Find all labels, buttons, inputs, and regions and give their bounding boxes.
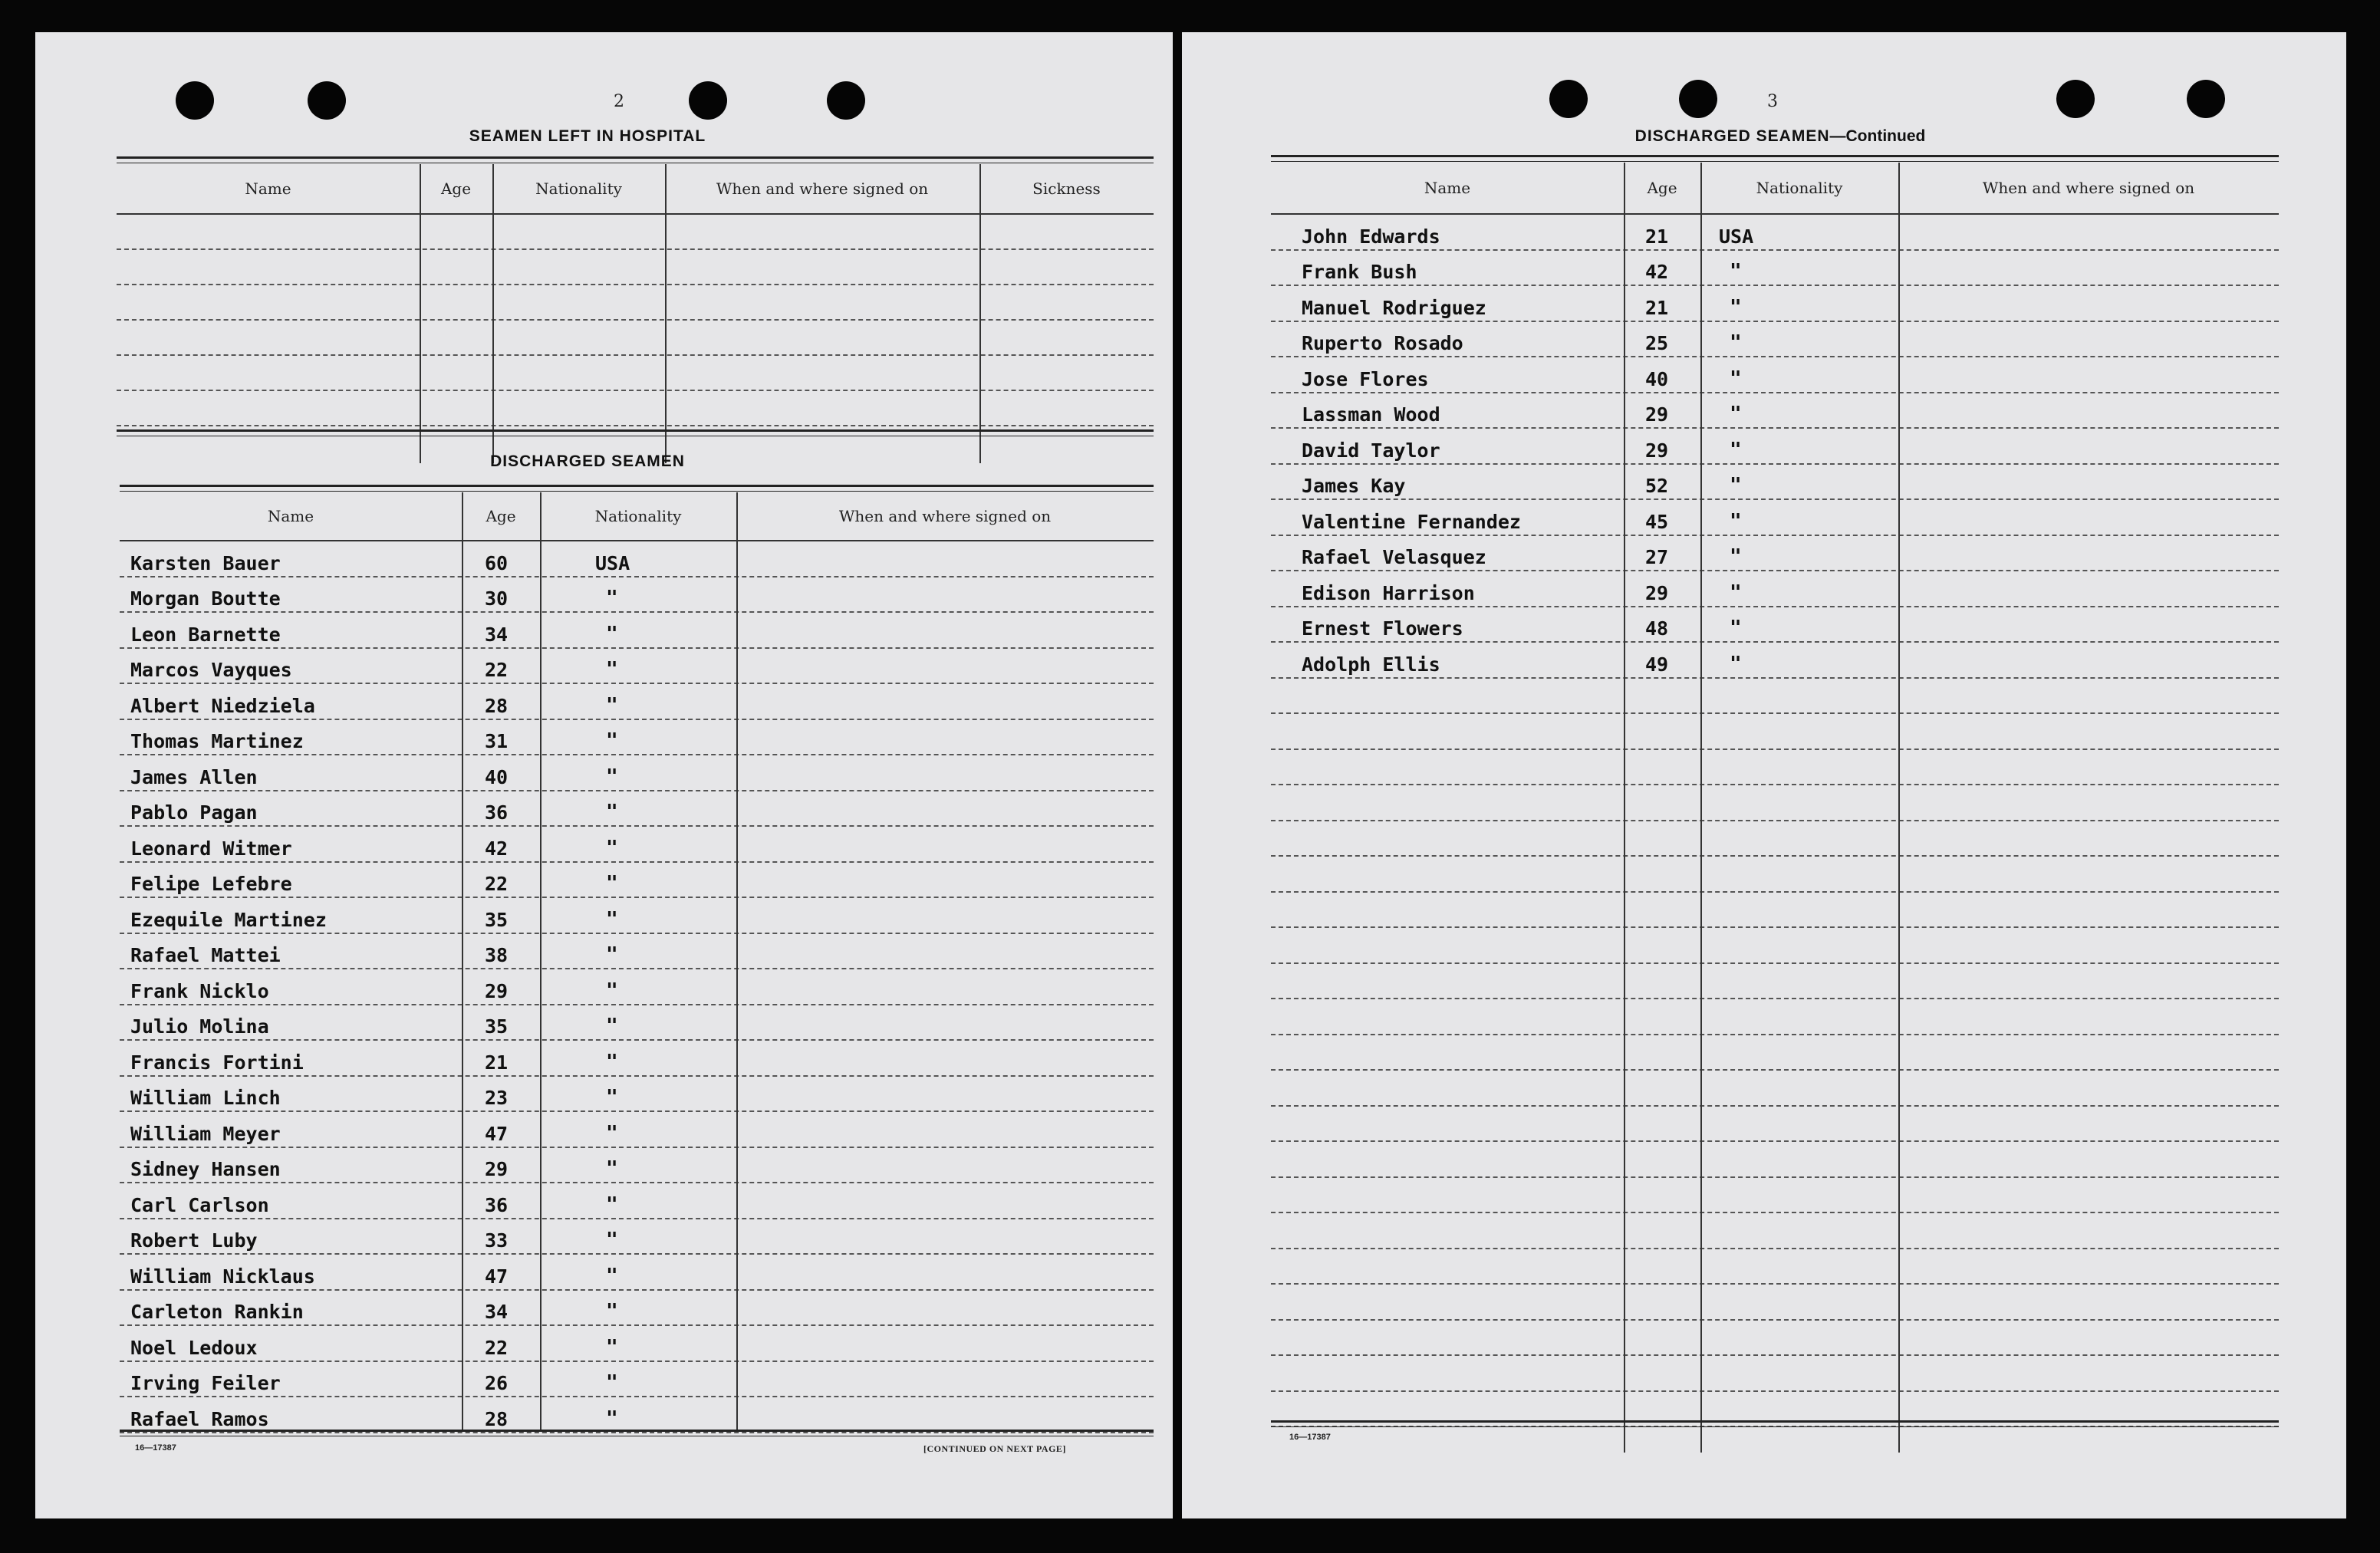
seaman-name: Karsten Bauer — [130, 551, 281, 574]
seaman-name: Albert Niedziela — [130, 694, 315, 717]
binder-hole — [827, 81, 865, 120]
hospital-title: SEAMEN LEFT IN HOSPITAL — [469, 127, 706, 145]
seaman-name: Leonard Witmer — [130, 837, 292, 860]
table-row — [120, 1324, 1154, 1362]
page-number: 2 — [614, 92, 624, 111]
table-row — [1271, 1069, 2279, 1107]
seaman-age: 35 — [485, 1015, 509, 1038]
seaman-nationality: " — [606, 1157, 618, 1180]
table-row — [1271, 677, 2279, 715]
seaman-age: 30 — [485, 587, 509, 610]
top-rule — [117, 156, 1154, 159]
seaman-age: 26 — [485, 1372, 509, 1394]
seaman-age: 27 — [1645, 546, 1669, 568]
table-row — [120, 611, 1154, 649]
seaman-nationality: " — [1730, 295, 1742, 319]
table-row — [120, 647, 1154, 685]
seaman-age: 28 — [485, 694, 509, 717]
header-name: Name — [245, 179, 291, 198]
table-row — [1271, 570, 2279, 607]
seaman-name: Ezequile Martinez — [130, 908, 327, 931]
seaman-nationality: " — [1730, 652, 1742, 676]
binder-hole — [1549, 80, 1588, 118]
table-row — [1271, 712, 2279, 750]
table-row — [120, 1004, 1154, 1041]
table-row — [120, 825, 1154, 863]
seaman-age: 49 — [1645, 653, 1669, 676]
header-sickness: Sickness — [1032, 179, 1101, 198]
seaman-nationality: " — [1730, 367, 1742, 390]
table-row — [117, 319, 1154, 356]
discharged-header-row — [120, 492, 1154, 541]
seaman-age: 42 — [485, 837, 509, 860]
bottom-rule — [1271, 1420, 2279, 1423]
seaman-nationality: " — [606, 1193, 618, 1216]
table-row — [1271, 641, 2279, 679]
table-row — [120, 1289, 1154, 1327]
table-row — [1271, 1212, 2279, 1249]
seaman-nationality: " — [606, 907, 618, 931]
seaman-age: 23 — [485, 1087, 509, 1109]
discharged-top-rule-thin — [120, 491, 1154, 492]
binder-hole — [176, 81, 214, 120]
table-row — [1271, 998, 2279, 1035]
page-number: 3 — [1767, 92, 1778, 111]
seaman-name: Morgan Boutte — [130, 587, 281, 610]
seaman-name: Rafael Mattei — [130, 944, 281, 966]
seaman-age: 22 — [485, 1336, 509, 1359]
seaman-name: Pablo Pagan — [130, 801, 258, 824]
column-divider — [540, 492, 542, 1430]
seaman-age: 25 — [1645, 332, 1669, 354]
column-divider — [665, 164, 667, 463]
hospital-header-row — [117, 164, 1154, 215]
top-rule — [1271, 155, 2279, 157]
seaman-age: 21 — [1645, 225, 1669, 248]
table-row — [1271, 1034, 2279, 1071]
seaman-name: Valentine Fernandez — [1302, 510, 1521, 533]
seaman-age: 22 — [485, 659, 509, 681]
table-row — [1271, 213, 2279, 251]
top-rule-thin — [1271, 161, 2279, 162]
seaman-nationality: " — [606, 872, 618, 895]
seaman-nationality: " — [606, 1015, 618, 1038]
seaman-name: Noel Ledoux — [130, 1336, 258, 1359]
seaman-name: Thomas Martinez — [130, 730, 304, 752]
column-divider — [979, 164, 981, 463]
table-row — [120, 861, 1154, 899]
seaman-age: 47 — [485, 1265, 509, 1288]
seaman-nationality: USA — [1719, 225, 1754, 248]
form-number: 16—17387 — [1289, 1433, 1331, 1442]
header-when-where: When and where signed on — [1982, 179, 2195, 197]
seaman-nationality: " — [606, 943, 618, 966]
seaman-age: 29 — [1645, 439, 1669, 462]
seaman-nationality: USA — [595, 551, 630, 574]
seaman-nationality: " — [606, 587, 618, 610]
table-row — [120, 1218, 1154, 1255]
seaman-name: Carl Carlson — [130, 1193, 269, 1216]
seaman-age: 21 — [485, 1051, 509, 1074]
table-row — [1271, 962, 2279, 1000]
column-divider — [1624, 163, 1625, 1453]
title-continued: —Continued — [1829, 127, 1926, 145]
table-row — [117, 354, 1154, 391]
seaman-nationality: " — [606, 1229, 618, 1252]
seaman-nationality: " — [1730, 438, 1742, 462]
seaman-nationality: " — [606, 693, 618, 717]
seaman-name: Adolph Ellis — [1302, 653, 1440, 676]
table-row — [120, 1253, 1154, 1291]
seaman-nationality: " — [606, 622, 618, 646]
seaman-age: 48 — [1645, 617, 1669, 640]
discharged-table — [120, 492, 1154, 1430]
title-main: DISCHARGED SEAMEN — [1634, 127, 1830, 145]
seaman-age: 34 — [485, 1301, 509, 1323]
seaman-name: Leon Barnette — [130, 623, 281, 646]
column-divider — [492, 164, 494, 463]
binder-hole — [2056, 80, 2095, 118]
seaman-age: 22 — [485, 873, 509, 895]
seaman-nationality: " — [606, 1335, 618, 1359]
table-row — [117, 390, 1154, 426]
seaman-name: Robert Luby — [130, 1229, 258, 1252]
header-name: Name — [267, 507, 314, 525]
table-row — [120, 1182, 1154, 1219]
seaman-age: 29 — [1645, 403, 1669, 426]
header-age: Age — [486, 507, 516, 525]
seaman-name: William Linch — [130, 1087, 281, 1109]
table-row — [1271, 1354, 2279, 1392]
table-row — [120, 719, 1154, 756]
seaman-name: Julio Molina — [130, 1015, 269, 1038]
table-row — [1271, 1105, 2279, 1143]
seaman-nationality: " — [606, 979, 618, 1002]
header-nationality: Nationality — [535, 179, 622, 198]
table-row — [1271, 321, 2279, 358]
column-divider — [1700, 163, 1702, 1453]
seaman-nationality: " — [1730, 260, 1742, 283]
seaman-age: 29 — [485, 979, 509, 1002]
seaman-name: Felipe Lefebre — [130, 873, 292, 895]
seaman-name: Ruperto Rosado — [1302, 332, 1463, 354]
table-row — [1271, 1176, 2279, 1214]
seaman-age: 29 — [1645, 581, 1669, 604]
discharged-bottom-rule — [120, 1430, 1154, 1432]
seaman-name: David Taylor — [1302, 439, 1440, 462]
table-row — [1271, 356, 2279, 393]
seaman-nationality: " — [606, 1300, 618, 1323]
seaman-name: Marcos Vayques — [130, 659, 292, 681]
table-row — [1271, 891, 2279, 929]
seaman-nationality: " — [1730, 581, 1742, 604]
seaman-age: 36 — [485, 1193, 509, 1216]
seaman-age: 29 — [485, 1158, 509, 1180]
table-row — [1271, 463, 2279, 501]
table-row — [1271, 820, 2279, 857]
seaman-name: Frank Nicklo — [130, 979, 269, 1002]
table-row — [120, 754, 1154, 791]
seaman-name: James Kay — [1302, 475, 1406, 497]
seaman-nationality: " — [606, 658, 618, 681]
seaman-nationality: " — [606, 801, 618, 824]
table-row — [120, 683, 1154, 720]
seaman-age: 45 — [1645, 510, 1669, 533]
table-row — [117, 213, 1154, 250]
header-when-where: When and where signed on — [838, 507, 1052, 525]
table-row — [1271, 1140, 2279, 1178]
seaman-age: 33 — [485, 1229, 509, 1252]
discharged-continued-table — [1271, 163, 2279, 1453]
seaman-name: Frank Bush — [1302, 261, 1417, 283]
seaman-nationality: " — [606, 1407, 618, 1430]
discharged-top-rule — [120, 485, 1154, 487]
table-row — [120, 933, 1154, 970]
seaman-nationality: " — [606, 1121, 618, 1145]
seaman-age: 38 — [485, 944, 509, 966]
seaman-nationality: " — [606, 1086, 618, 1109]
header-nationality: Nationality — [1756, 179, 1843, 197]
table-row — [1271, 606, 2279, 643]
seaman-name: Jose Flores — [1302, 367, 1429, 390]
table-row — [120, 1039, 1154, 1077]
seaman-nationality: " — [1730, 545, 1742, 568]
column-divider — [736, 492, 738, 1430]
seaman-name: Sidney Hansen — [130, 1158, 281, 1180]
seaman-nationality: " — [1730, 331, 1742, 354]
header-age: Age — [1647, 179, 1677, 197]
table-row — [1271, 285, 2279, 322]
seaman-nationality: " — [606, 836, 618, 860]
table-row — [1271, 535, 2279, 572]
table-row — [120, 968, 1154, 1005]
continued-note: [CONTINUED ON NEXT PAGE] — [923, 1443, 1066, 1454]
header-age: Age — [440, 179, 472, 198]
seaman-nationality: " — [606, 729, 618, 752]
table-row — [120, 1147, 1154, 1184]
table-row — [1271, 926, 2279, 964]
seaman-name: Carleton Rankin — [130, 1301, 304, 1323]
table-row — [1271, 1283, 2279, 1321]
seaman-nationality: " — [606, 1371, 618, 1394]
seaman-name: Edison Harrison — [1302, 581, 1475, 604]
column-divider — [462, 492, 463, 1430]
discharged-header-row — [1271, 163, 2279, 215]
column-divider — [420, 164, 421, 463]
left-page — [35, 32, 1173, 1518]
seaman-nationality: " — [1730, 617, 1742, 640]
right-page — [1182, 32, 2346, 1518]
binder-hole — [689, 81, 727, 120]
table-row — [1271, 392, 2279, 429]
seaman-age: 40 — [1645, 367, 1669, 390]
binder-hole — [308, 81, 346, 120]
table-row — [1271, 784, 2279, 821]
binder-hole — [2187, 80, 2225, 118]
table-row — [1271, 1319, 2279, 1357]
table-row — [1271, 498, 2279, 536]
table-row — [120, 576, 1154, 614]
seaman-age: 36 — [485, 801, 509, 824]
seaman-name: William Meyer — [130, 1122, 281, 1145]
seaman-nationality: " — [1730, 509, 1742, 533]
seaman-age: 28 — [485, 1407, 509, 1430]
seaman-nationality: " — [1730, 474, 1742, 497]
seaman-nationality: " — [606, 765, 618, 788]
column-divider — [1898, 163, 1900, 1453]
header-when-where: When and where signed on — [716, 179, 929, 198]
seaman-age: 52 — [1645, 475, 1669, 497]
discharged-continued-title — [1581, 127, 1980, 146]
seaman-age: 42 — [1645, 261, 1669, 283]
seaman-name: Rafael Velasquez — [1302, 546, 1486, 568]
seaman-age: 31 — [485, 730, 509, 752]
header-nationality: Nationality — [594, 507, 682, 525]
form-number: 16—17387 — [135, 1443, 176, 1453]
seaman-name: Lassman Wood — [1302, 403, 1440, 426]
table-row — [1271, 749, 2279, 786]
table-row — [1271, 1248, 2279, 1285]
seaman-name: William Nicklaus — [130, 1265, 315, 1288]
hospital-bottom-rule — [117, 429, 1154, 432]
seaman-name: Ernest Flowers — [1302, 617, 1463, 640]
table-row — [120, 1110, 1154, 1148]
table-row — [120, 1361, 1154, 1398]
seaman-name: Francis Fortini — [130, 1051, 304, 1074]
seaman-nationality: " — [606, 1050, 618, 1074]
binder-hole — [1679, 80, 1717, 118]
seaman-name: John Edwards — [1302, 225, 1440, 248]
discharged-title: DISCHARGED SEAMEN — [490, 452, 685, 470]
seaman-name: James Allen — [130, 765, 258, 788]
seaman-age: 35 — [485, 908, 509, 931]
table-row — [120, 540, 1154, 577]
bottom-rule-thin — [1271, 1426, 2279, 1427]
seaman-age: 40 — [485, 765, 509, 788]
table-row — [1271, 249, 2279, 287]
seaman-name: Manuel Rodriguez — [1302, 296, 1486, 319]
seaman-nationality: " — [1730, 403, 1742, 426]
hospital-table — [117, 164, 1154, 463]
seaman-name: Rafael Ramos — [130, 1407, 269, 1430]
seaman-name: Irving Feiler — [130, 1372, 281, 1394]
table-row — [120, 1396, 1154, 1433]
table-row — [1271, 855, 2279, 893]
table-row — [117, 284, 1154, 321]
header-name: Name — [1424, 179, 1471, 197]
seaman-nationality: " — [606, 1264, 618, 1288]
seaman-age: 47 — [485, 1122, 509, 1145]
table-row — [120, 897, 1154, 934]
seaman-age: 60 — [485, 551, 509, 574]
table-row — [1271, 427, 2279, 465]
table-row — [117, 248, 1154, 285]
table-row — [120, 790, 1154, 827]
table-row — [120, 1075, 1154, 1113]
seaman-age: 34 — [485, 623, 509, 646]
seaman-age: 21 — [1645, 296, 1669, 319]
